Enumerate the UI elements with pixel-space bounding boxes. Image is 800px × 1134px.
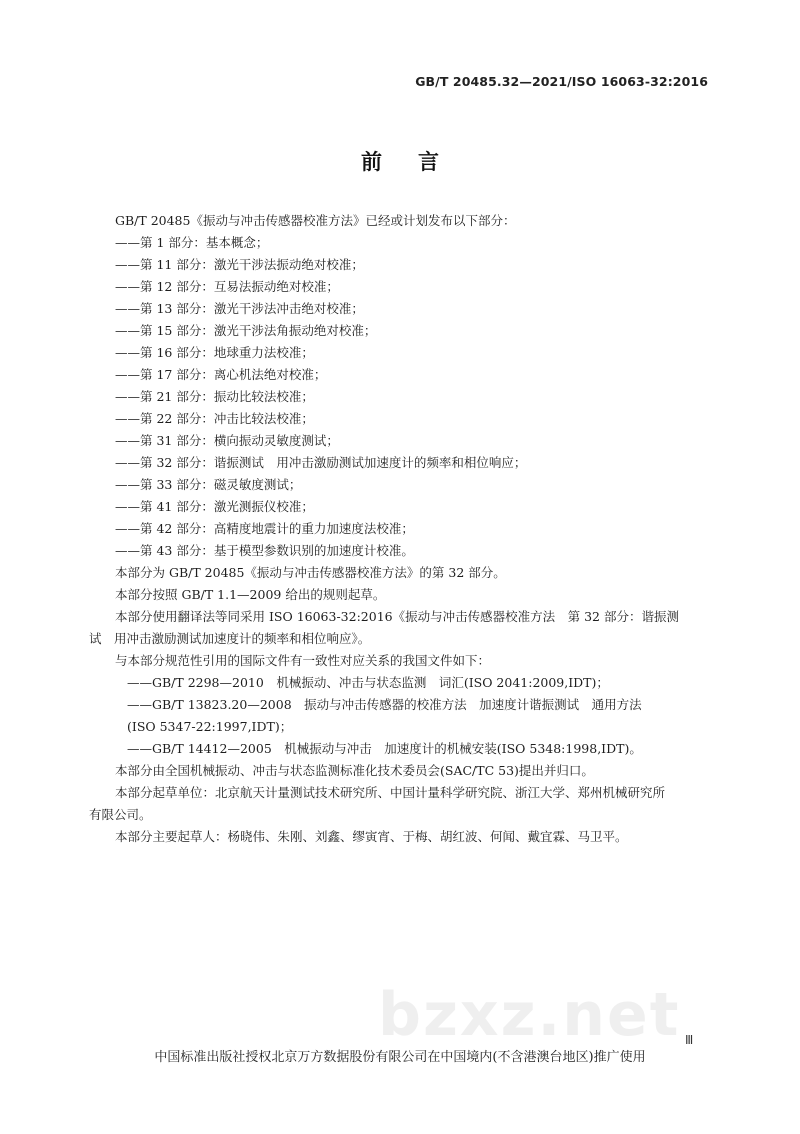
drafting-units-statement-continued: 有限公司。 [89, 807, 152, 822]
proposed-by-statement: 本部分由全国机械振动、冲击与状态监测标准化技术委员会(SAC/TC 53)提出并归口。 [115, 763, 594, 778]
part-list-item: ——第 1 部分：基本概念； [115, 235, 269, 250]
part-list-item: ——第 31 部分：横向振动灵敏度测试； [115, 433, 339, 448]
watermark: bzxz.net [378, 980, 681, 1050]
foreword-body [89, 210, 711, 848]
part-statement: 本部分为 GB/T 20485《振动与冲击传感器校准方法》的第 32 部分。 [115, 565, 506, 580]
translation-statement: 本部分使用翻译法等同采用 ISO 16063-32:2016《振动与冲击传感器校准方法 第 32 部分：谐振测 [115, 609, 679, 624]
drafting-rules-statement: 本部分按照 GB/T 1.1—2009 给出的规则起草。 [115, 587, 386, 602]
part-list-item: ——第 15 部分：激光干涉法角振动绝对校准； [115, 323, 377, 338]
part-list-item: ——第 12 部分：互易法振动绝对校准； [115, 279, 339, 294]
part-list-item: ——第 13 部分：激光干涉法冲击绝对校准； [115, 301, 364, 316]
standard-number-header: GB/T 20485.32—2021/ISO 16063-32:2016 [415, 74, 708, 89]
reference-item: ——GB/T 13823.20—2008 振动与冲击传感器的校准方法 加速度计谐振测试 通用方法 [127, 697, 642, 712]
part-list-item: ——第 32 部分：谐振测试 用冲击激励测试加速度计的频率和相位响应； [115, 455, 527, 470]
part-list-item: ——第 11 部分：激光干涉法振动绝对校准； [115, 257, 364, 272]
part-list-item: ——第 21 部分：振动比较法校准； [115, 389, 314, 404]
part-list-item: ——第 22 部分：冲击比较法校准； [115, 411, 314, 426]
part-list-item: ——第 17 部分：离心机法绝对校准； [115, 367, 327, 382]
intro-paragraph: GB/T 20485《振动与冲击传感器校准方法》已经或计划发布以下部分： [115, 213, 516, 228]
reference-item-continued: (ISO 5347-22:1997,IDT)； [127, 719, 293, 734]
page-number: Ⅲ [685, 1033, 694, 1047]
translation-statement-continued: 试 用冲击激励测试加速度计的频率和相位响应》。 [89, 631, 371, 646]
license-footer: 中国标准出版社授权北京万方数据股份有限公司在中国境内(不含港澳台地区)推广使用 [154, 1050, 646, 1065]
drafting-units-statement: 本部分起草单位：北京航天计量测试技术研究所、中国计量科学研究院、浙江大学、郑州机械研究所 [115, 785, 666, 800]
page-title: 前言 [361, 150, 475, 174]
reference-item: ——GB/T 2298—2010 机械振动、冲击与状态监测 词汇(ISO 2041:2009,IDT)； [127, 675, 609, 690]
part-list-item: ——第 41 部分：激光测振仪校准； [115, 499, 314, 514]
part-list-item: ——第 42 部分：高精度地震计的重力加速度法校准； [115, 521, 414, 536]
part-list-item: ——第 33 部分：磁灵敏度测试； [115, 477, 302, 492]
reference-item: ——GB/T 14412—2005 机械振动与冲击 加速度计的机械安装(ISO 5348:1998,IDT)。 [127, 741, 642, 756]
drafters-statement: 本部分主要起草人：杨晓伟、朱刚、刘鑫、缪寅宵、于梅、胡红波、何闻、戴宜霖、马卫平。 [115, 829, 628, 844]
part-list-item: ——第 16 部分：地球重力法校准； [115, 345, 314, 360]
part-list-item: ——第 43 部分：基于模型参数识别的加速度计校准。 [115, 543, 414, 558]
correspondence-statement: 与本部分规范性引用的国际文件有一致性对应关系的我国文件如下： [115, 653, 491, 668]
